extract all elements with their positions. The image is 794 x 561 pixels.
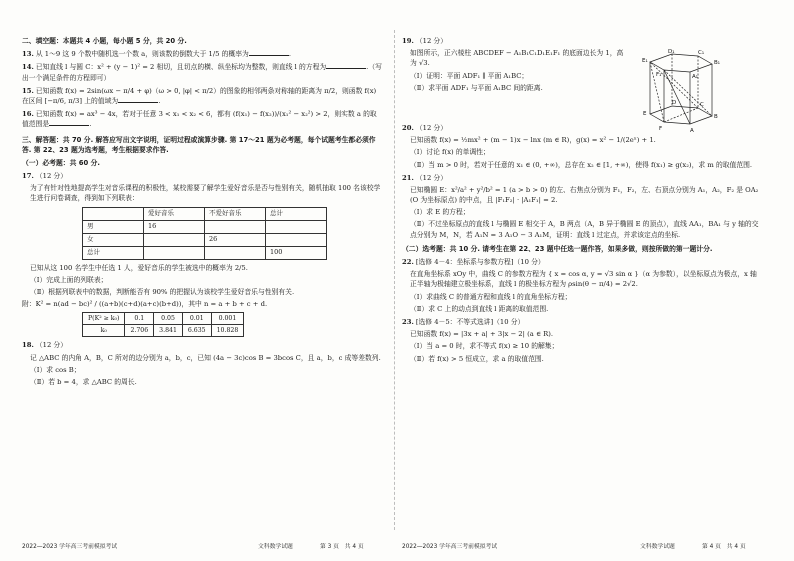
critical-value-table bbox=[82, 312, 244, 337]
optional-subheading: （二）选考题：共 10 分. 请考生在第 22、23 题中任选一题作答，如果多做，则按所做的第一题计分. bbox=[402, 244, 713, 253]
question-20: 20. （12 分） 已知函数 f(x) = ½mx² + (m − 1)x − lnx (m ∈ R)，g(x) = x² − 1/(2eˣ) + 1. （Ⅰ）讨论 f(x) 的单调性； （Ⅱ）当 m > 0 时，若对于任意的 x₁ ∈ (0, +∞)，总存在 x₂ ∈ [1, +∞)，使得 f(x₁) ≥ g(x₂)，求 m 的取值范围. bbox=[402, 123, 753, 169]
hexagonal-prism-figure bbox=[632, 48, 724, 136]
label-E1: E₁ bbox=[642, 58, 648, 64]
label-B: B bbox=[714, 114, 718, 120]
required-subheading: （一）必考题：共 60 分. bbox=[22, 158, 100, 167]
footer-left-title: 2022—2023 学年高三考前模拟考试 bbox=[22, 544, 118, 550]
answer-blank bbox=[249, 49, 289, 56]
left-page bbox=[22, 36, 382, 390]
table-row: 总计 100 bbox=[83, 246, 327, 259]
question-19: 19. （12 分） 如图所示，正六棱柱 ABCDEF − A₁B₁C₁D₁E₁F₁ 的底面边长为 1，高为 √3. （Ⅰ）证明：平面 ADF₁ ∥ 平面 A₁BC； （Ⅱ）求平面 ADF₁ 与平面 A₁BC 间的距离. bbox=[402, 37, 624, 92]
question-13: 13. 从 1～9 这 9 个数中随机选一个数 a，则该数的倒数大于 1/5 的概率为 . bbox=[22, 50, 292, 59]
label-D1: D₁ bbox=[668, 49, 675, 55]
table-row: 男 16 bbox=[83, 220, 327, 233]
contingency-table bbox=[82, 207, 327, 260]
footer-left-subject: 文科数学试题 bbox=[258, 544, 293, 550]
label-C: C bbox=[700, 102, 704, 108]
label-E: E bbox=[643, 111, 647, 117]
footer-right-subject: 文科数学试题 bbox=[640, 544, 675, 550]
question-14: 14. 已知直线 l 与圆 C：x² + (y − 1)² = 2 相切，且切点的横、纵坐标均为整数，则直线 l 的方程为 .（写出一个满足条件的方程即可） bbox=[22, 63, 382, 82]
footer-right-page: 第 4 页 共 4 页 bbox=[702, 544, 746, 550]
label-C1: C₁ bbox=[698, 50, 705, 56]
question-18: 18. （12 分） 记 △ABC 的内角 A，B，C 所对的边分别为 a，b，c，已知 (4a − 3c)cos B = 3bcos C，且 a，b，c 成等差数列. （Ⅰ）求 cos B； （Ⅱ）若 b = 4，求 △ABC 的周长. bbox=[22, 341, 381, 386]
section-fill-in-heading: 二、填空题：本题共 4 小题，每小题 5 分，共 20 分. bbox=[22, 37, 187, 45]
label-F: F bbox=[659, 126, 663, 132]
answer-blank bbox=[118, 96, 158, 103]
question-15: 15. 已知函数 f(x) = 2sin(ωx − π/4 + φ)（ω > 0, |φ| < π/2）的图象的相邻两条对称轴的距离为 π/2，则函数 f(x) 在区间 [−π/6, π/3] 上的值域为 . bbox=[22, 86, 377, 105]
question-23: 23. [选修 4－5：不等式选讲]（10 分） 已知函数 f(x) = |3x + a| + 3|x − 2| (a ∈ R). （Ⅰ）当 a = 0 时，求不等式 f(x) ≥ 10 的解集； （Ⅱ）若 f(x) > 5 恒成立，求 a 的取值范围. bbox=[402, 317, 559, 363]
answer-blank bbox=[326, 62, 366, 69]
question-21: 21. （12 分） 已知椭圆 E：x²/a² + y²/b² = 1 (a > b > 0) 的左、右焦点分别为 F₁，F₂，左、右顶点分别为 A₁，A₂，F₂ 是 OA₂ (O 为坐标原点) 的中点，且 |F₁F₂| · |A₁F₁| = 2. （Ⅰ）求 E 的方程； （Ⅱ）不过坐标原点的直线 l 与椭圆 E 相交于 A，B 两点（A，B 异于椭圆 E 的顶点），直线 AA₁，BA₁ 与 y 轴的交点分别为 M，N，若 A₁N = 3 A₁O − 3 A₁M，证明：直线 l 过定点，并求该定点的坐标. bbox=[402, 173, 759, 239]
table-header-row: 爱好音乐 不爱好音乐 总计 bbox=[83, 207, 327, 220]
footer-left-page: 第 3 页 共 4 页 bbox=[320, 544, 364, 550]
page-divider bbox=[394, 30, 395, 530]
label-A: A bbox=[690, 128, 694, 134]
table-row: 女 26 bbox=[83, 233, 327, 246]
table-row: P(K² ≥ k₀) 0.1 0.05 0.01 0.001 bbox=[83, 313, 244, 325]
label-F1: F₁ bbox=[656, 72, 662, 78]
label-D: D bbox=[672, 100, 677, 106]
table-row: k₀ 2.706 3.841 6.635 10.828 bbox=[83, 325, 244, 337]
answer-blank bbox=[49, 119, 89, 126]
footer-right-title: 2022—2023 学年高三考前模拟考试 bbox=[402, 544, 498, 550]
label-B1: B₁ bbox=[714, 60, 720, 66]
question-16: 16. 已知函数 f(x) = ax³ − 4x，若对于任意 3 < x₁ < x₂ < 6，都有 (f(x₁) − f(x₂))/(x₁² − x₂²) > 2，则实数 a 的取值范围是 . bbox=[22, 110, 377, 129]
label-A1: A₁ bbox=[692, 74, 698, 80]
question-22: 22. [选修 4－4：坐标系与参数方程]（10 分） 在直角坐标系 xOy 中，曲线 C 的参数方程为 { x = cos α, y = √3 sin α }（α 为参数），以坐标原点为极点，x 轴正半轴为极轴建立极坐标系，直线 l 的极坐标方程为 ρsin(θ − π/4) = 2√2. （Ⅰ）求曲线 C 的普通方程和直线 l 的直角坐标方程； （Ⅱ）求 C 上的动点到直线 l 距离的取值范围. bbox=[402, 258, 757, 313]
question-17: 17. （12 分） 为了有针对性地提高学生对音乐课程的积极性，某校需要了解学生爱好音乐是否与性别有关，随机抽取 100 名该校学生进行问卷调查，得到如下列联表： 爱好音乐 不爱好音乐 总计 男 16 女 26 总计 100 已知从这 100 名学生中任选 1 人，爱好音乐的学生被选中的概率为 2/5. （Ⅰ）完成上面的列联表； （Ⅱ）根据列联表中的数据，判断能否有 90% 的把握认为该校学生爱好音乐与性别有关. 附：K² = n(ad − bc)² / ((a+b)(c+d)(a+c)(b+d))，其中 n = a + b + c + d. P(K² ≥ k₀) 0.1 0.05 0.01 0.001 k₀ 2.706 3.841 6.635 10.828 bbox=[22, 171, 382, 337]
section-solve-heading: 三、解答题：共 70 分. 解答应写出文字说明，证明过程或演算步骤. 第 17～21 题为必考题，每个试题考生都必须作答. 第 22、23 题为选考题，考生根据要求作答. bbox=[22, 135, 376, 154]
